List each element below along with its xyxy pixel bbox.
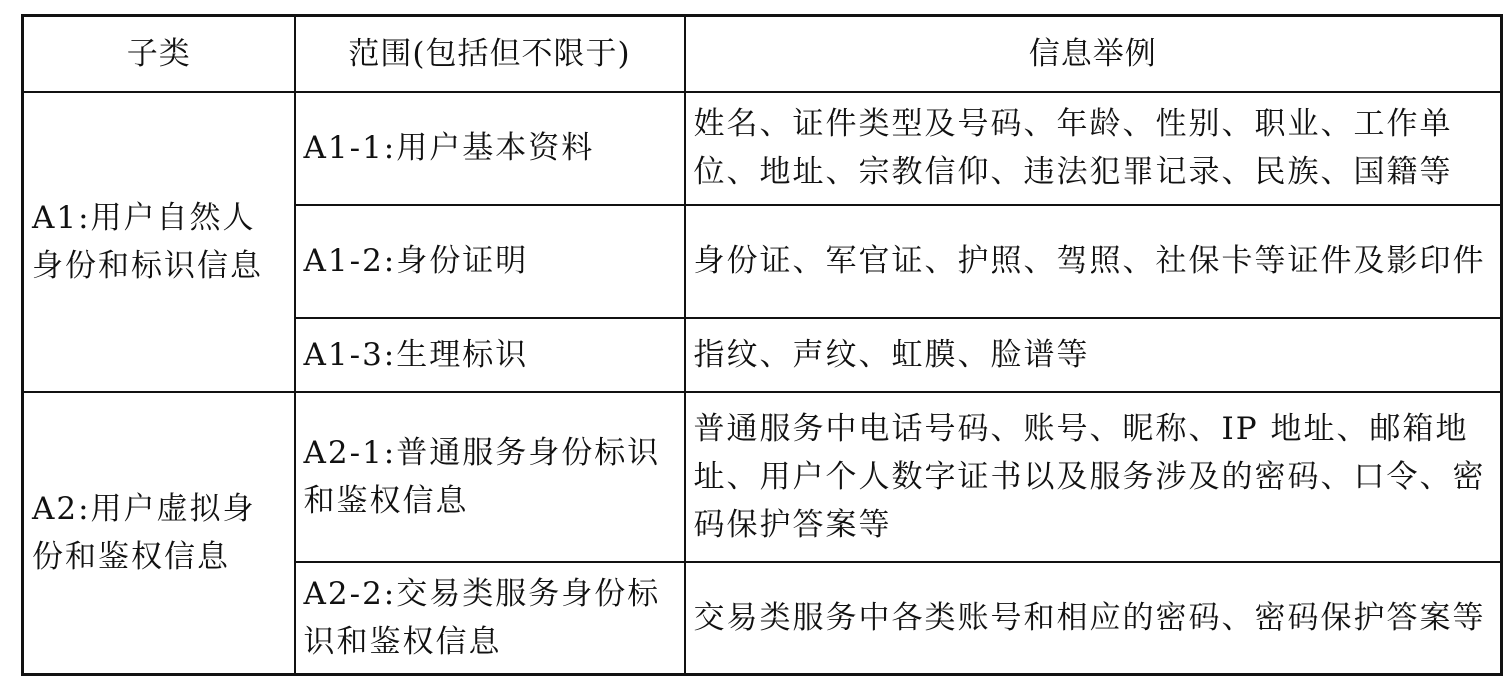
header-row bbox=[23, 16, 1502, 92]
subclass-cell: A2:用户虚拟身份和鉴权信息 bbox=[23, 392, 295, 675]
table-row bbox=[23, 92, 1502, 205]
scope-cell: A2-1:普通服务身份标识和鉴权信息 bbox=[295, 392, 685, 562]
example-cell: 身份证、军官证、护照、驾照、社保卡等证件及影印件 bbox=[685, 205, 1502, 318]
example-cell: 指纹、声纹、虹膜、脸谱等 bbox=[685, 318, 1502, 392]
example-cell: 交易类服务中各类账号和相应的密码、密码保护答案等 bbox=[685, 562, 1502, 675]
scope-cell: A1-2:身份证明 bbox=[295, 205, 685, 318]
subclass-cell: A1:用户自然人身份和标识信息 bbox=[23, 92, 295, 392]
header-example: 信息举例 bbox=[685, 16, 1502, 92]
info-classification-table bbox=[21, 14, 1503, 676]
scope-cell: A1-3:生理标识 bbox=[295, 318, 685, 392]
example-cell: 姓名、证件类型及号码、年龄、性别、职业、工作单位、地址、宗教信仰、违法犯罪记录、民族、国籍等 bbox=[685, 92, 1502, 205]
scope-cell: A1-1:用户基本资料 bbox=[295, 92, 685, 205]
table-row bbox=[23, 392, 1502, 562]
scope-cell: A2-2:交易类服务身份标识和鉴权信息 bbox=[295, 562, 685, 675]
header-subclass: 子类 bbox=[23, 16, 295, 92]
header-scope: 范围(包括但不限于) bbox=[295, 16, 685, 92]
example-cell: 普通服务中电话号码、账号、昵称、IP 地址、邮箱地址、用户个人数字证书以及服务涉及的密码、口令、密码保护答案等 bbox=[685, 392, 1502, 562]
